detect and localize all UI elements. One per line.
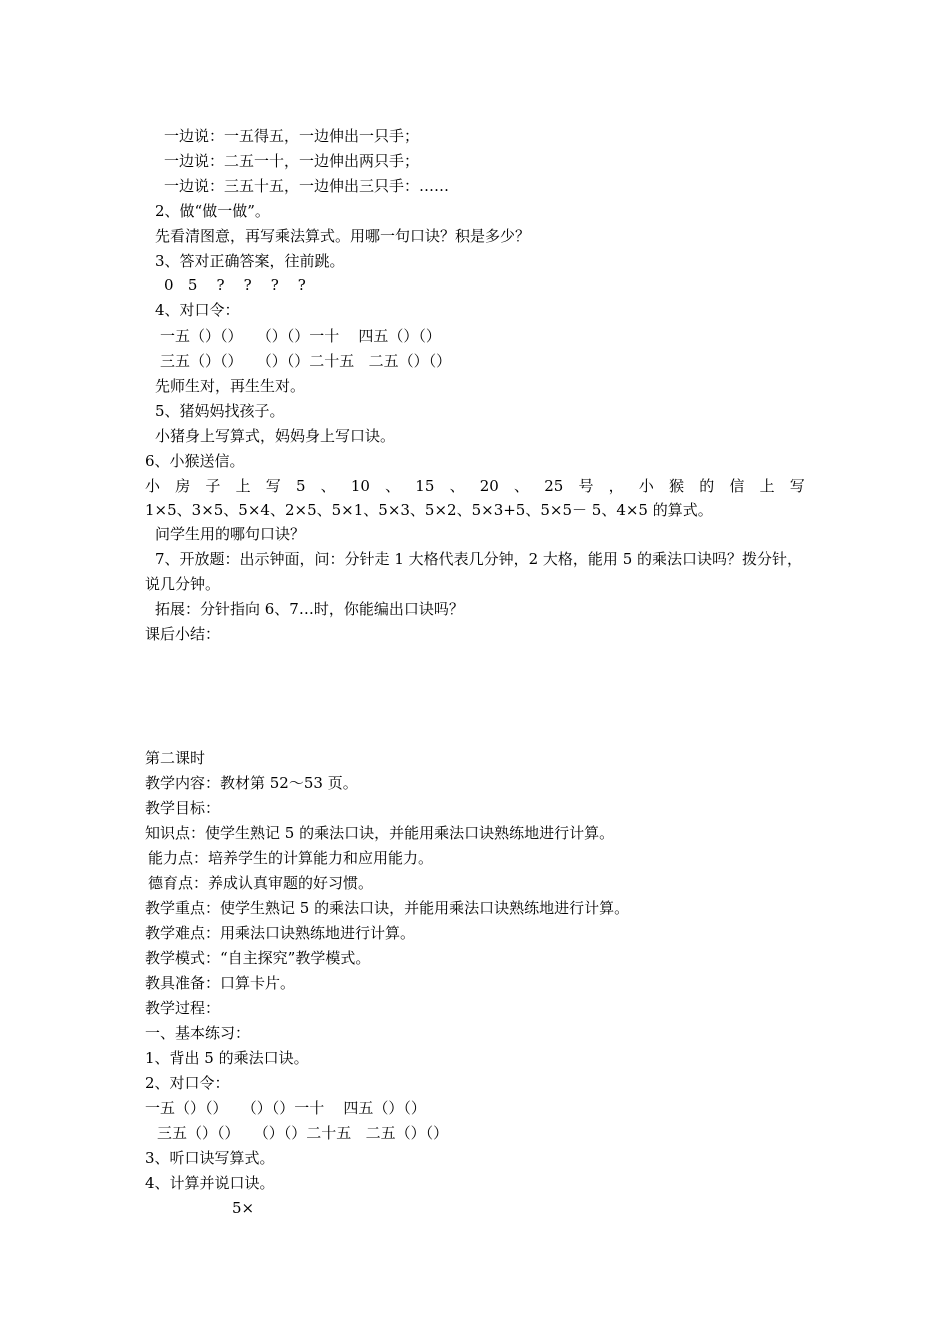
item-6-heading: 6、小猴送信。: [145, 452, 245, 470]
item-6-justified-word: 小: [638, 477, 654, 495]
say-line-3: 一边说：三五十五，一边伸出三只手：……: [164, 177, 450, 195]
item-6-justified-word: 15: [415, 477, 435, 495]
step-4: 4、计算并说口诀。: [145, 1174, 275, 1192]
item-7-extend: 拓展：分针指向 6、7…时，你能编出口诀吗？: [155, 600, 464, 618]
knowledge-point: 知识点：使学生熟记 5 的乘法口诀，并能用乘法口诀熟练地进行计算。: [145, 824, 615, 842]
item-6-justified-word: 、: [514, 477, 530, 495]
item-4-row-2: 三五（）（） （）（）二十五 二五（）（）: [160, 352, 452, 370]
ability-point: 能力点：培养学生的计算能力和应用能力。: [148, 849, 434, 867]
item-6-justified-word: 上: [759, 477, 775, 495]
item-6-justified-word: 25: [544, 477, 564, 495]
item-6-justified-word: ，: [608, 477, 624, 495]
after-class-summary: 课后小结：: [145, 625, 221, 643]
teaching-difficulty: 教学难点：用乘法口诀熟练地进行计算。: [145, 924, 416, 942]
step-3: 3、听口诀写算式。: [145, 1149, 275, 1167]
item-6-justified-word: 5: [295, 477, 306, 495]
item-4-note: 先师生对，再生生对。: [155, 377, 306, 395]
item-2-detail: 先看清图意，再写乘法算式。用哪一句口诀？积是多少？: [155, 227, 531, 245]
item-2-heading: 2、做“做一做”。: [155, 202, 270, 220]
step-4-expression: 5×: [232, 1199, 255, 1217]
item-4-heading: 4、对口令：: [155, 301, 240, 319]
moral-point: 德育点：养成认真审题的好习惯。: [148, 874, 374, 892]
item-6-justified-word: 号: [578, 477, 594, 495]
item-6-justified-word: 房: [175, 477, 191, 495]
item-4-row-1: 一五（）（） （）（）一十 四五（）（）: [160, 327, 441, 345]
item-6-justified-word: 上: [235, 477, 251, 495]
item-6-justified-word: 信: [729, 477, 745, 495]
item-6-justified-word: 写: [789, 477, 805, 495]
step-2-row-1: 一五（）（） （）（）一十 四五（）（）: [145, 1099, 426, 1117]
teaching-key-point: 教学重点：使学生熟记 5 的乘法口诀，并能用乘法口诀熟练地进行计算。: [145, 899, 630, 917]
teaching-goals-heading: 教学目标：: [145, 799, 221, 817]
item-6-justified-word: 猴: [669, 477, 685, 495]
teaching-process-heading: 教学过程：: [145, 999, 221, 1017]
say-line-2: 一边说：二五一十，一边伸出两只手；: [164, 152, 420, 170]
item-6-justified-word: 20: [479, 477, 499, 495]
teaching-tools: 教具准备：口算卡片。: [145, 974, 296, 992]
step-2: 2、对口令：: [145, 1074, 230, 1092]
item-6-justified-word: 子: [205, 477, 221, 495]
item-6-question: 问学生用的哪句口诀？: [155, 525, 306, 543]
item-6-justified-word: 小: [145, 477, 161, 495]
step-2-row-2: 三五（）（） （）（）二十五 二五（）（）: [157, 1124, 449, 1142]
item-5-heading: 5、猪妈妈找孩子。: [155, 402, 285, 420]
teaching-mode: 教学模式：“自主探究”教学模式。: [145, 949, 371, 967]
item-3-heading: 3、答对正确答案，往前跳。: [155, 252, 345, 270]
item-7-line-2: 说几分钟。: [145, 575, 221, 593]
teaching-content: 教学内容：教材第 52～53 页。: [145, 774, 358, 792]
item-7-line-1: 7、开放题：出示钟面，问：分针走 1 大格代表几分钟，2 大格，能用 5 的乘法口诀吗？拨分针，: [155, 550, 803, 568]
item-3-sequence: 0 5 ? ? ? ?: [164, 276, 306, 294]
item-6-justified-word: 、: [449, 477, 465, 495]
item-6-justified-word: 的: [699, 477, 715, 495]
basic-practice-heading: 一、基本练习：: [145, 1024, 251, 1042]
say-line-1: 一边说：一五得五，一边伸出一只手；: [164, 127, 420, 145]
item-6-justified-word: 、: [385, 477, 401, 495]
item-6-expressions: 1×5、3×5、5×4、2×5、5×1、5×3、5×2、5×3+5、5×5－ 5、4×5 的算式。: [145, 501, 713, 519]
item-6-justified-word: 写: [265, 477, 281, 495]
lesson-2-title: 第二课时: [145, 749, 206, 767]
item-6-justified-word: 、: [320, 477, 336, 495]
step-1: 1、背出 5 的乘法口诀。: [145, 1049, 309, 1067]
item-6-justified-line: [145, 474, 805, 498]
item-6-justified-word: 10: [350, 477, 370, 495]
item-5-detail: 小猪身上写算式，妈妈身上写口诀。: [155, 427, 396, 445]
